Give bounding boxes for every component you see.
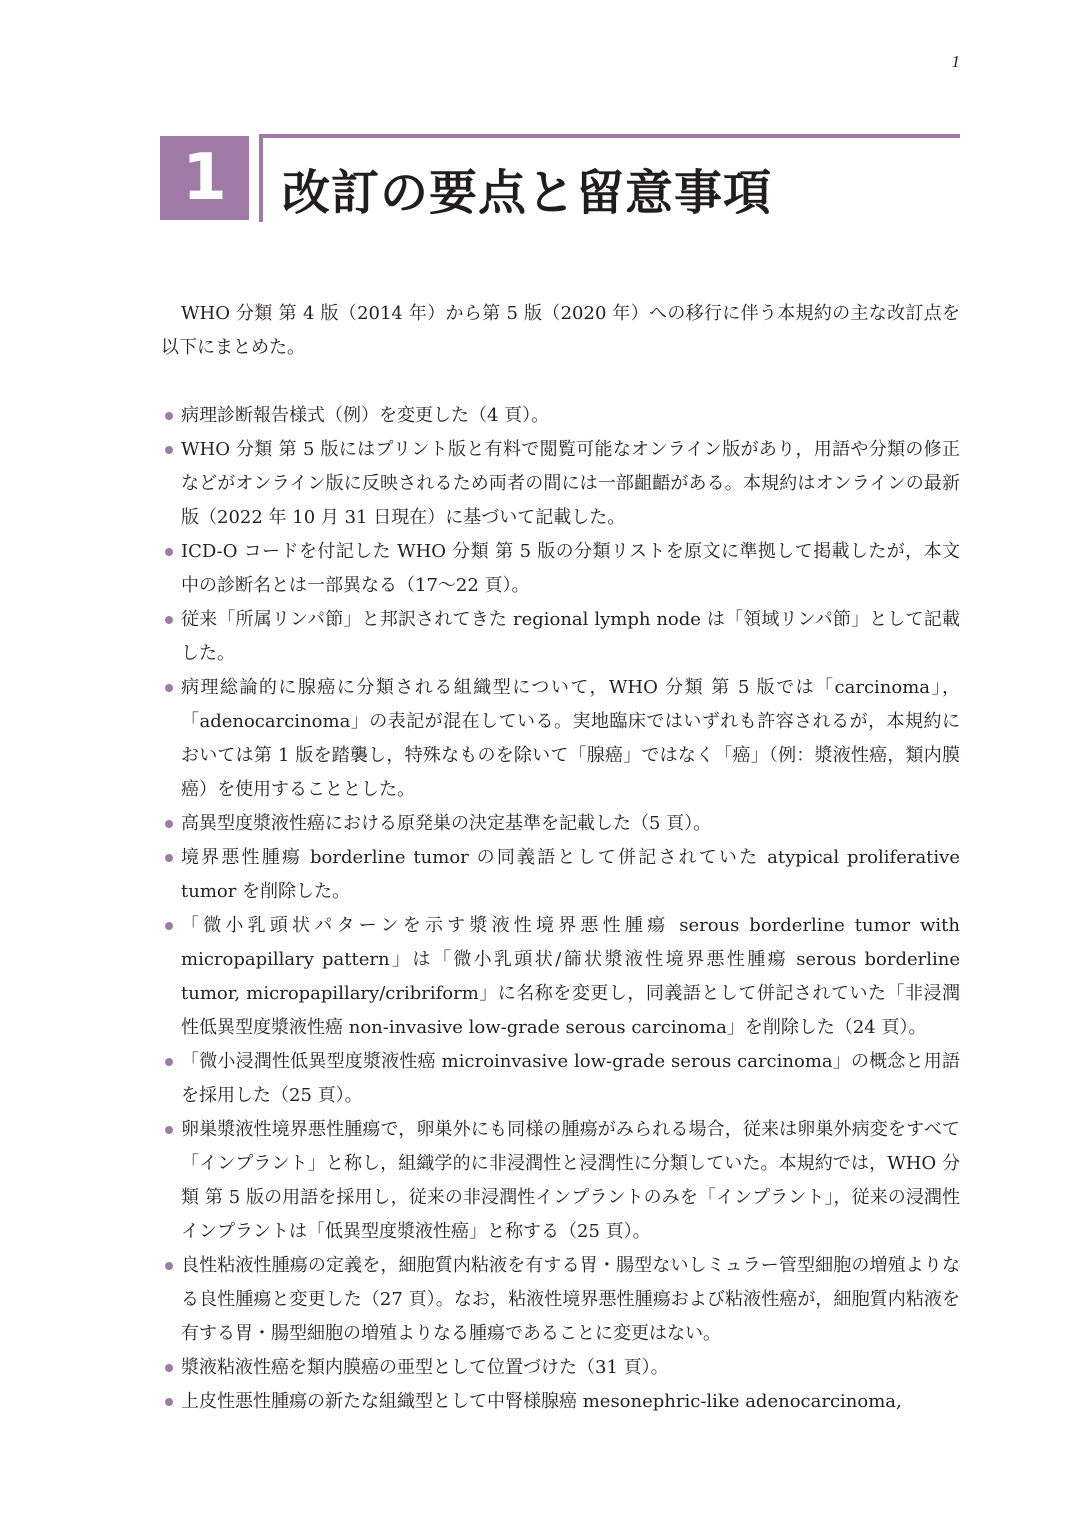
list-item-text: 「微小浸潤性低異型度漿液性癌 microinvasive low-grade serous carcinoma」の概念と用語を採用した（25 頁）。 — [181, 1051, 960, 1106]
list-item-text: 従来「所属リンパ節」と邦訳されてきた regional lymph node は「領域リンパ節」として記載した。 — [181, 609, 960, 664]
list-item — [161, 1385, 960, 1419]
bullet-icon — [165, 1126, 173, 1134]
list-item — [161, 433, 960, 535]
list-item-text: 上皮性悪性腫瘍の新たな組織型として中腎様腺癌 mesonephric-like adenocarcinoma, — [181, 1391, 902, 1412]
revision-points-list — [161, 399, 960, 1419]
list-item-text: 病理診断報告様式（例）を変更した（4 頁）。 — [181, 405, 550, 426]
bullet-icon — [165, 446, 173, 454]
bullet-icon — [165, 412, 173, 420]
bullet-icon — [165, 854, 173, 862]
bullet-icon — [165, 616, 173, 624]
list-item — [161, 807, 960, 841]
list-item — [161, 1045, 960, 1113]
bullet-icon — [165, 820, 173, 828]
intro-paragraph: WHO 分類 第 4 版（2014 年）から第 5 版（2020 年）への移行に伴う本規約の主な改訂点を以下にまとめた。 — [161, 303, 960, 358]
list-item — [161, 841, 960, 909]
bullet-icon — [165, 1398, 173, 1406]
bullet-icon — [165, 1058, 173, 1066]
bullet-icon — [165, 548, 173, 556]
list-item-text: 病理総論的に腺癌に分類される組織型について，WHO 分類 第 5 版では「carcinoma」，「adenocarcinoma」の表記が混在している。実地臨床ではいずれも許容されるが，本規約においては第 1 版を踏襲し，特殊なものを除いて「腺癌」ではなく「癌」（例：漿液性癌，類内膜癌）を使用することとした。 — [181, 677, 960, 800]
list-item-text: 高異型度漿液性癌における原発巣の決定基準を記載した（5 頁）。 — [181, 813, 712, 834]
bullet-icon — [165, 1262, 173, 1270]
list-item — [161, 1351, 960, 1385]
page-number: 1 — [951, 52, 960, 71]
bullet-icon — [165, 922, 173, 930]
list-item — [161, 535, 960, 603]
list-item-text: 境界悪性腫瘍 borderline tumor の同義語として併記されていた atypical proliferative tumor を削除した。 — [181, 847, 960, 902]
list-item-text: 卵巣漿液性境界悪性腫瘍で，卵巣外にも同様の腫瘍がみられる場合，従来は卵巣外病変をすべて「インプラント」と称し，組織学的に非浸潤性と浸潤性に分類していた。本規約では，WHO 分類 第 5 版の用語を採用し，従来の非浸潤性インプラントのみを「インプラント」，従来の浸潤性インプラントは「低異型度漿液性癌」と称する（25 頁）。 — [181, 1119, 960, 1242]
list-item — [161, 603, 960, 671]
list-item-text: 良性粘液性腫瘍の定義を，細胞質内粘液を有する胃・腸型ないしミュラー管型細胞の増殖よりなる良性腫瘍と変更した（27 頁）。なお，粘液性境界悪性腫瘍および粘液性癌が，細胞質内粘液を有する胃・腸型細胞の増殖よりなる腫瘍であることに変更はない。 — [181, 1255, 960, 1344]
chapter-number: 1 — [160, 136, 249, 220]
list-item-text: 漿液粘液性癌を類内膜癌の亜型として位置づけた（31 頁）。 — [181, 1357, 669, 1378]
list-item — [161, 909, 960, 1045]
bullet-icon — [165, 684, 173, 692]
list-item — [161, 1113, 960, 1249]
chapter-divider-vertical — [259, 134, 263, 222]
list-item — [161, 399, 960, 433]
list-item — [161, 671, 960, 807]
list-item-text: WHO 分類 第 5 版にはプリント版と有料で閲覧可能なオンライン版があり，用語や分類の修正などがオンライン版に反映されるため両者の間には一部齟齬がある。本規約はオンラインの最新版（2022 年 10 月 31 日現在）に基づいて記載した。 — [181, 439, 960, 528]
chapter-header — [160, 134, 960, 224]
list-item — [161, 1249, 960, 1351]
list-item-text: ICD-O コードを付記した WHO 分類 第 5 版の分類リストを原文に準拠して掲載したが，本文中の診断名とは一部異なる（17〜22 頁）。 — [181, 541, 960, 596]
list-item-text: 「微小乳頭状パターンを示す漿液性境界悪性腫瘍 serous borderline tumor with micropapillary pattern」は「微小乳頭状/篩状漿液性境界悪性腫瘍 serous borderline tumor, micropapillary/cribriform」に名称を変更し，同義語として併記されていた「非浸潤性低異型度漿液性癌 non-invasive low-grade serous carcinoma」を削除した（24 頁）。 — [181, 915, 960, 1038]
bullet-icon — [165, 1364, 173, 1372]
chapter-divider-horizontal — [259, 134, 960, 138]
chapter-title: 改訂の要点と留意事項 — [282, 165, 773, 221]
